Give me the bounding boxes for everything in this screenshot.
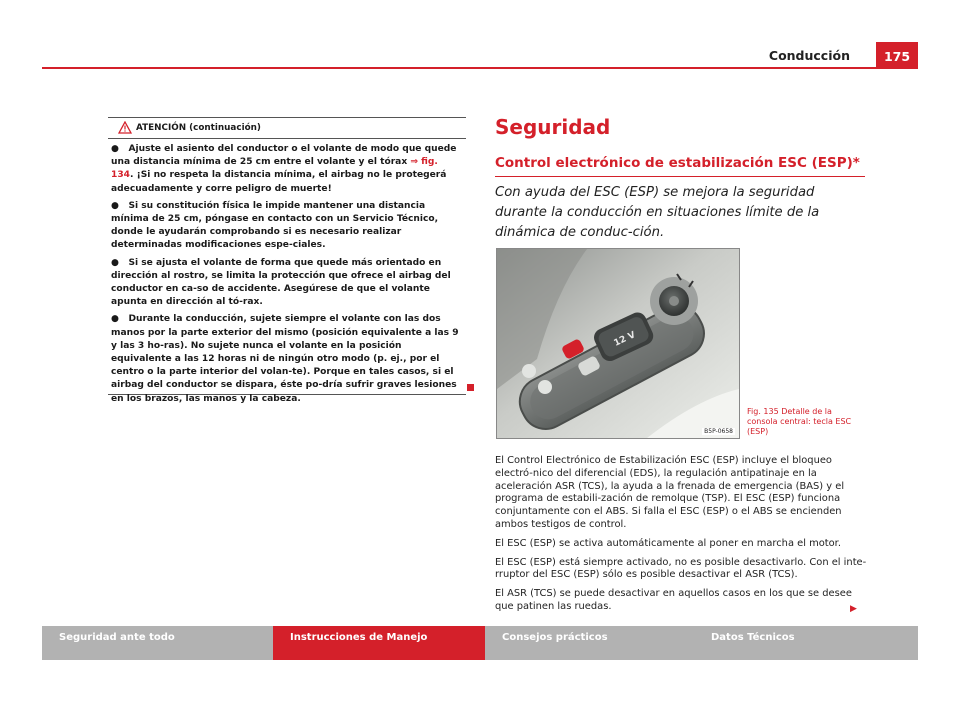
tab-label: Instrucciones de Manejo	[290, 632, 428, 643]
body-paragraph: El Control Electrónico de Estabilización ESC (ESP) incluye el bloqueo electró-nico del diferencial (EDS), la regulación antipatinaje en la aceleración ASR (TCS), la ayuda a la frenada de emergencia (BAS) y el programa de estabili-zación de remolque (TSP). El ESC (ESP) funciona conjuntamente con el ABS. Si falla el ESC (ESP) o el ABS se encienden ambos testigos de control.	[495, 455, 845, 530]
warning-item	[111, 313, 463, 405]
figure-code: B5P-0658	[704, 428, 733, 435]
tab-label: Seguridad ante todo	[59, 632, 175, 643]
tab-consejos[interactable]	[485, 626, 694, 660]
console-illustration	[497, 249, 739, 438]
tab-seguridad[interactable]	[42, 626, 273, 660]
tab-datos[interactable]	[694, 626, 918, 660]
warning-item-text: . ¡Si no respeta la distancia mínima, el airbag no le protegerá adecuadamente y corre peligro de muerte!	[111, 170, 447, 194]
warning-item	[111, 200, 463, 253]
warning-box	[108, 117, 466, 404]
tab-label: Consejos prácticos	[502, 632, 608, 643]
page-number: 175	[876, 42, 918, 68]
page-header-title: Conducción	[768, 48, 850, 63]
figure-console-photo	[496, 248, 740, 439]
bullet: ●	[111, 200, 119, 211]
continue-arrow-icon: ▶	[850, 604, 857, 614]
body-paragraph: El ESC (ESP) se activa automáticamente al poner en marcha el motor.	[495, 537, 841, 549]
warning-triangle-icon	[118, 121, 132, 134]
figure-caption: Fig. 135 Detalle de la consola central: tecla ESC (ESP)	[747, 407, 852, 436]
subsection-rule	[495, 176, 865, 177]
warning-item	[111, 143, 463, 196]
warning-item-text: Si se ajusta el volante de forma que quede más orientado en dirección al rostro, se limita la protección que ofrece el airbag del conductor en ca-so de accidente. Asegúrese de que el volante apunta en dirección al tó-rax.	[111, 257, 451, 308]
body-text	[495, 455, 870, 620]
warning-item-text: Ajuste el asiento del conductor o el volante de modo que quede una distancia mínima de 25 cm entre el volante y el tórax	[111, 144, 457, 168]
socket-label: 12 V	[612, 330, 638, 349]
bullet: ●	[111, 314, 119, 325]
footer-nav	[42, 626, 918, 660]
section-title: Seguridad	[495, 115, 611, 139]
subsection-title: Control electrónico de estabilización ESC (ESP)*	[495, 155, 860, 171]
bullet: ●	[111, 257, 119, 268]
warning-item	[111, 257, 463, 310]
bullet: ●	[111, 144, 119, 154]
tab-label: Datos Técnicos	[711, 632, 795, 643]
section-end-marker	[467, 384, 474, 391]
warning-heading-text: ATENCIÓN (continuación)	[136, 123, 261, 133]
warning-item-text: Durante la conducción, sujete siempre el volante con las dos manos por la parte exterior del mismo (posición equivalente a las 9 y las 3 ho-ras). No sujete nunca el volante en la posición equivalente a las 12 horas ni de ningún otro modo (p. ej., por el centro o la parte interior del volan-te). Porque en tales casos, si el airbag del conductor se dispara, éste po-dría sufrir graves lesiones en los brazos, las manos y la cabeza.	[111, 314, 459, 404]
body-paragraph: El ASR (TCS) se puede desactivar en aquellos casos en los que se desee que patinen las ruedas.	[495, 588, 852, 612]
warning-item-text: Si su constitución física le impide mantener una distancia mínima de 25 cm, póngase en contacto con un Servicio Técnico, donde le ayudarán comprobando si es necesario realizar determinadas modificaciones espe-ciales.	[111, 200, 439, 251]
body-paragraph: El ESC (ESP) está siempre activado, no es posible desactivarlo. Con el inte-rruptor del ESC (ESP) sólo es posible desactivar el ASR (TCS).	[495, 556, 867, 581]
warning-heading	[108, 117, 466, 139]
header-rule	[42, 67, 918, 69]
figure-link[interactable]: ⇒ fig. 134	[111, 157, 438, 181]
intro-text: Con ayuda del ESC (ESP) se mejora la seguridad durante la conducción en situaciones límite de la dinámica de conduc-ción.	[495, 185, 820, 240]
tab-instrucciones[interactable]	[273, 626, 485, 660]
